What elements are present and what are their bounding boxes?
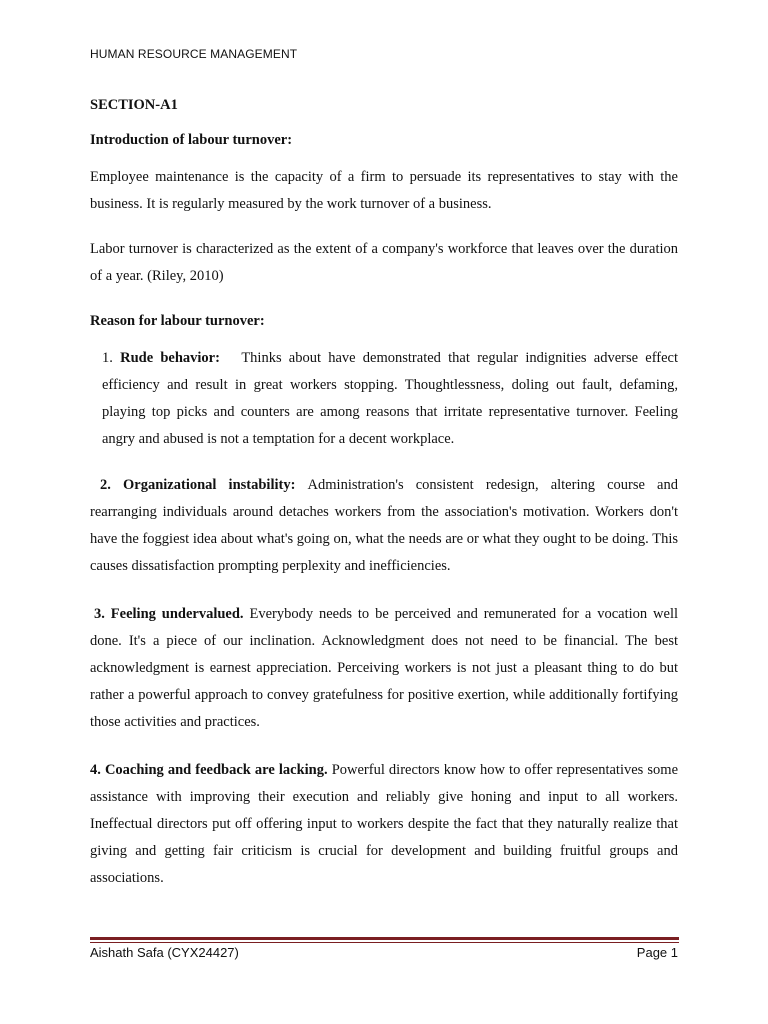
footer-page-number: Page 1 — [636, 945, 678, 960]
reason-title: Coaching and feedback are lacking. — [104, 762, 332, 778]
reason-number: 4. — [90, 762, 105, 778]
reason-text: Powerful directors know how to offer representatives some assistance with improving their execution and reliably give honing and input to all workers. Ineffectual directors put off offering input to workers despite the fact that they naturally realize that giving and getting fair criticism is crucial for development and building fruitful groups and associations. — [90, 762, 678, 886]
footer-rule-thick — [90, 937, 679, 940]
page-content — [90, 92, 678, 911]
footer-rule-thin — [90, 942, 679, 943]
reason-number: 3. — [94, 606, 111, 622]
footer-author: Aishath Safa (CYX24427) — [90, 945, 239, 960]
reason-item-4 — [90, 757, 678, 892]
reason-item-1 — [90, 345, 678, 453]
intro-paragraph-1: Employee maintenance is the capacity of a firm to persuade its representatives to stay with the business. It is regularly measured by the work turnover of a business. — [90, 169, 678, 212]
section-title: SECTION-A1 — [90, 97, 178, 113]
reason-title: Organizational instability: — [123, 477, 308, 493]
reason-text: Thinks about have demonstrated that regular indignities adverse effect efficiency and result in great workers stopping. Thoughtlessness, doling out fault, defaming, playing top picks and counters are among reasons that irritate representative turnover. Feeling angry and abused is not a temptation for a decent workplace. — [102, 350, 678, 447]
running-header: HUMAN RESOURCE MANAGEMENT — [90, 47, 298, 61]
reason-title: Feeling undervalued. — [110, 606, 250, 622]
intro-paragraph-2: Labor turnover is characterized as the extent of a company's workforce that leaves over the duration of a year. (Riley, 2010) — [90, 241, 678, 284]
reason-text: Administration's consistent redesign, altering course and rearranging individuals around detaches workers from the association's motivation. Workers don't have the foggiest idea about what's going on, what the needs are or what they ought to be doing. This causes dissatisfaction prompting perplexity and inefficiencies. — [90, 477, 678, 574]
reason-number: 1. — [102, 350, 121, 366]
reason-number: 2. — [100, 477, 123, 493]
reason-title: Rude behavior: — [120, 350, 228, 366]
reasons-heading: Reason for labour turnover: — [90, 313, 265, 329]
reason-text: Everybody needs to be perceived and remunerated for a vocation well done. It's a piece of our inclination. Acknowledgment does not need to be financial. The best acknowledgment is earnest appreciation. Perceiving workers is not just a pleasant thing to do but rather a powerful approach to convey gratefulness for positive exertion, while additionally fortifying those activities and practices. — [90, 606, 679, 730]
intro-heading: Introduction of labour turnover: — [90, 132, 293, 148]
reason-item-2 — [90, 472, 678, 580]
reasons-list — [90, 345, 678, 892]
reason-item-3 — [90, 601, 678, 736]
